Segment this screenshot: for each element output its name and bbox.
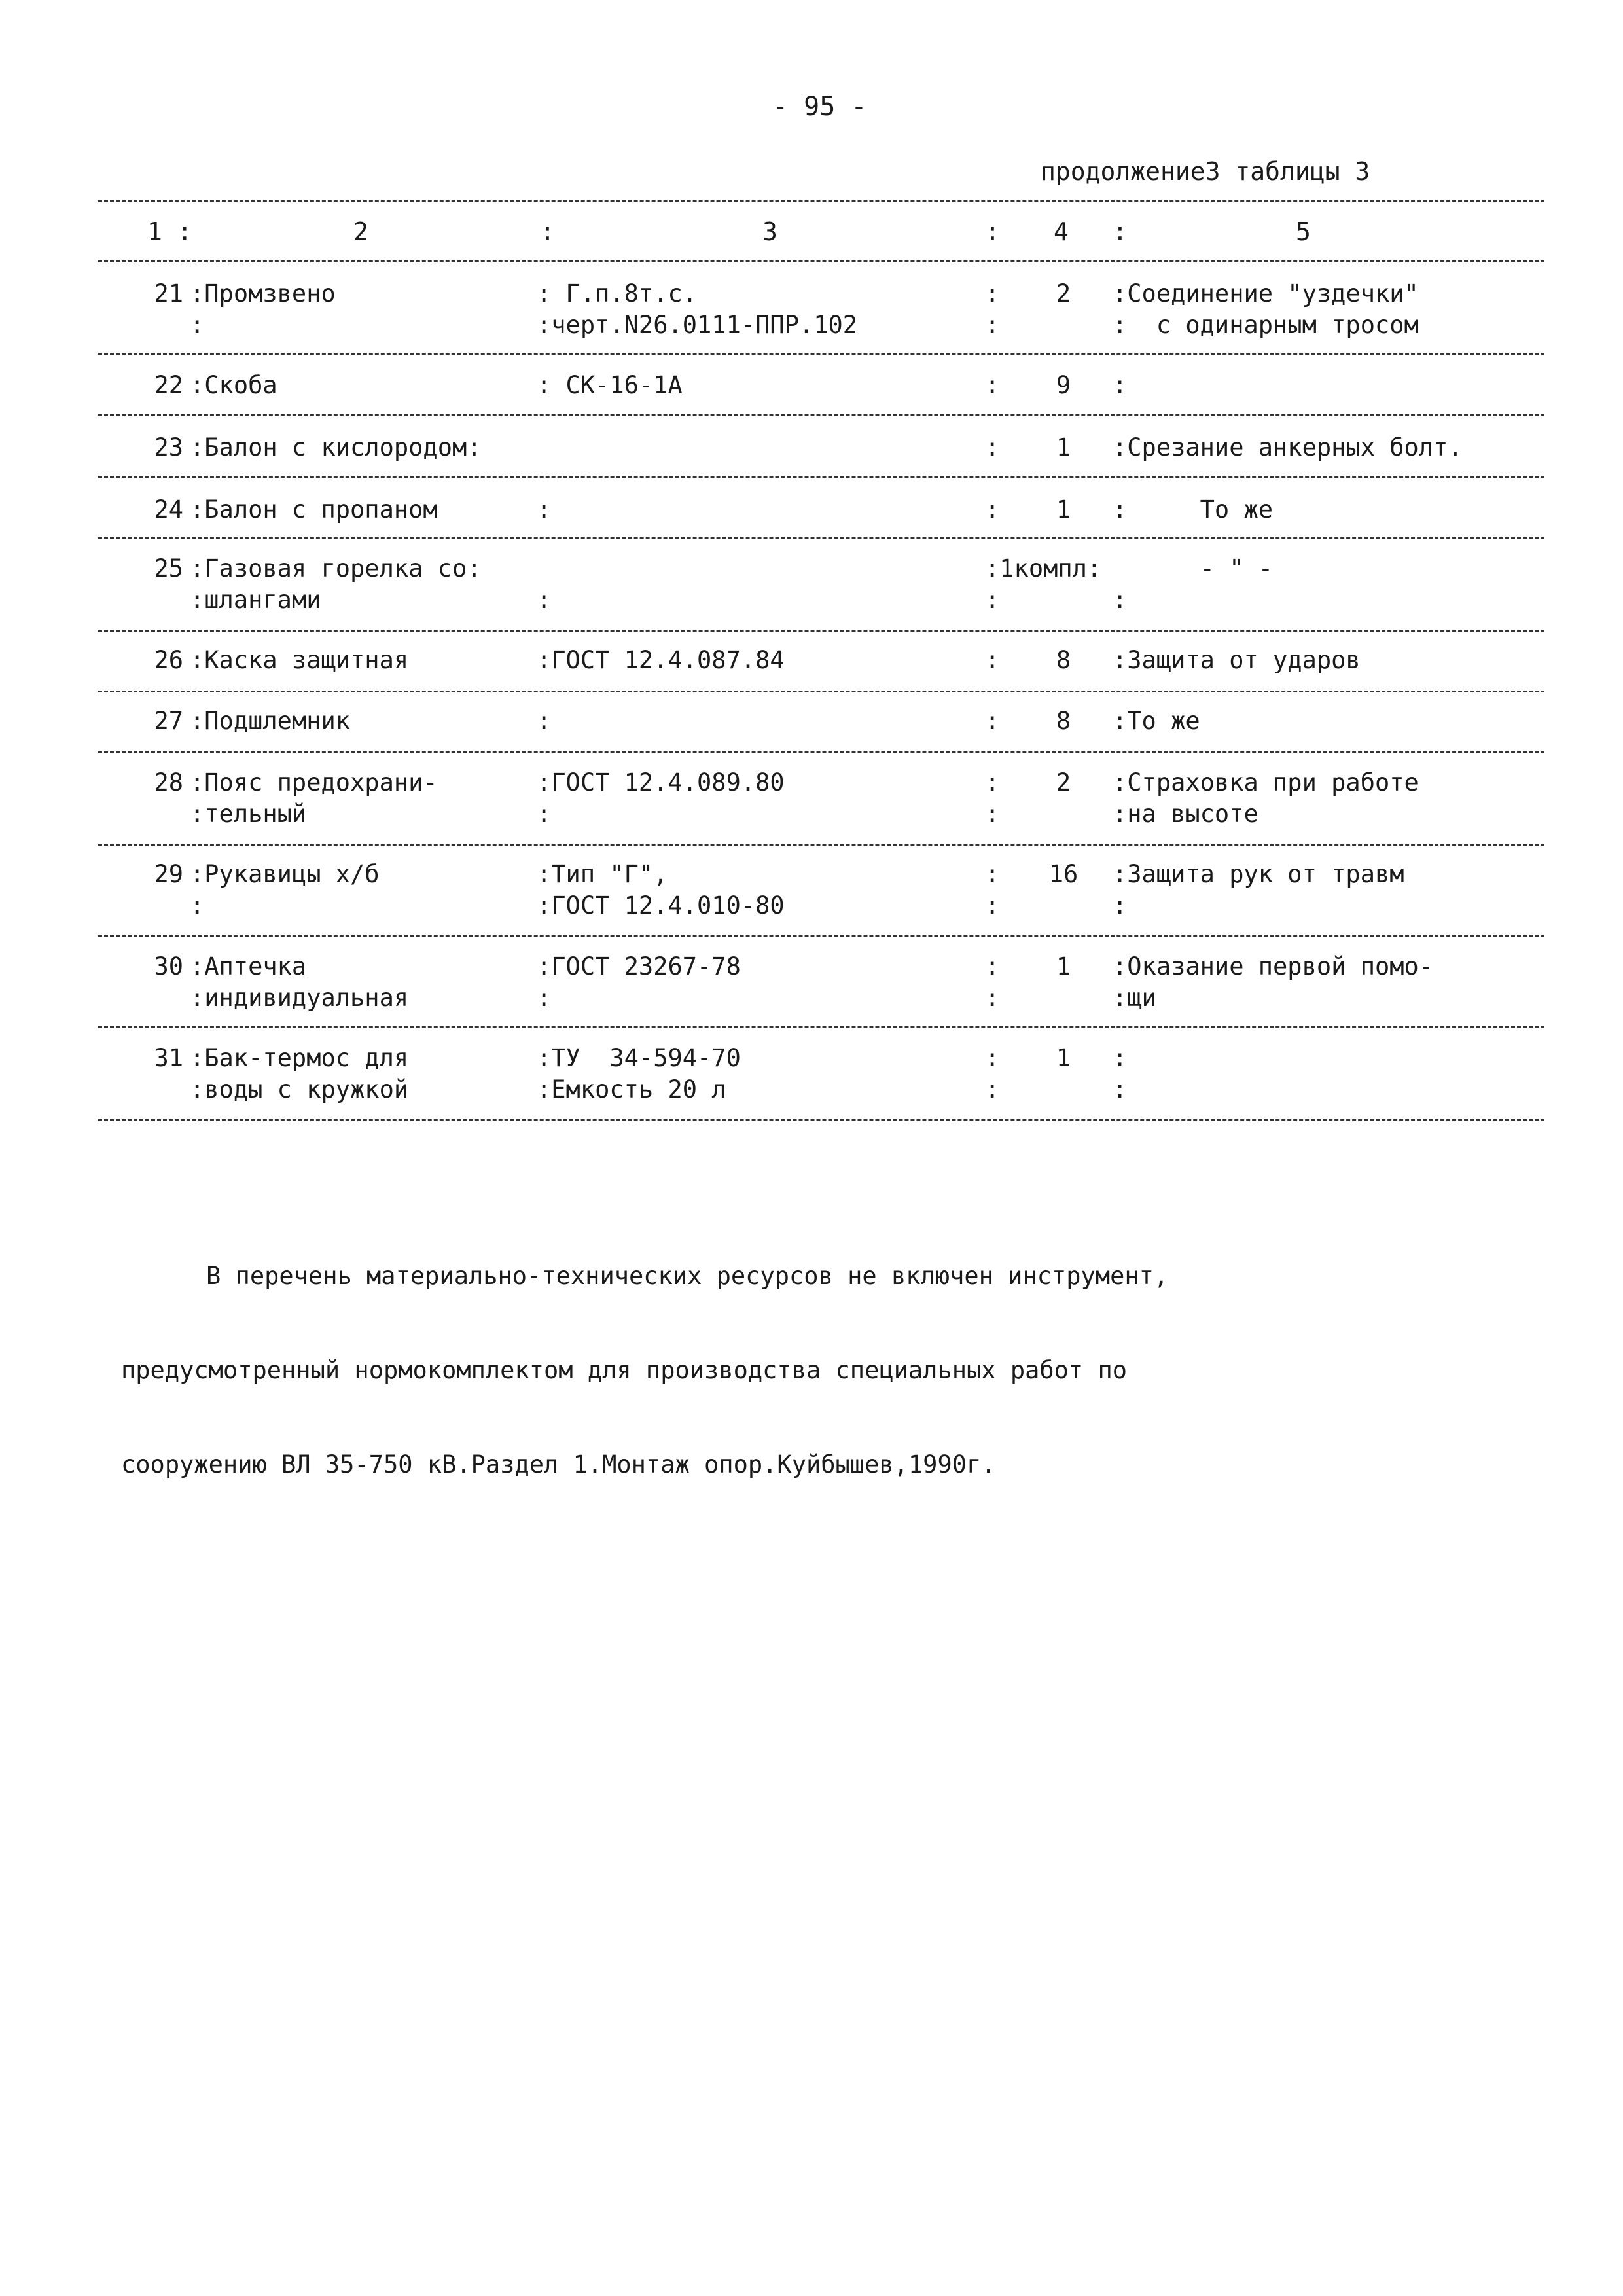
row-number: 28 <box>154 768 183 797</box>
row-note: :Соединение "уздечки" <box>1113 279 1419 308</box>
row-quantity: 1 <box>1056 1044 1071 1072</box>
row-sep: : <box>985 586 1000 614</box>
row-name: :Бак-термос для <box>190 1044 409 1072</box>
header-col4: 4 <box>1054 217 1069 246</box>
row-spec: : <box>537 984 552 1012</box>
row-number: 21 <box>154 279 183 308</box>
header-col2: 2 <box>353 217 368 246</box>
row-number: 25 <box>154 554 183 583</box>
row-spec: : <box>537 586 552 614</box>
header-col1: 1 : <box>147 217 192 246</box>
table-rule <box>98 1026 1544 1028</box>
row-name: :тельный <box>190 800 307 828</box>
row-number: 23 <box>154 433 183 461</box>
row-sep: : <box>985 891 1000 920</box>
row-note: : То же <box>1113 495 1274 524</box>
row-sep: : <box>985 952 1000 980</box>
row-note: : <box>1113 891 1128 920</box>
table-rule <box>98 200 1544 202</box>
table-rule <box>98 751 1544 753</box>
row-note: : <box>1113 1044 1128 1072</box>
row-spec: :черт.N26.0111-ППР.102 <box>537 311 858 339</box>
row-sep: : <box>985 311 1000 339</box>
row-name: :Пояс предохрани- <box>190 768 438 797</box>
row-note: : <box>1113 371 1128 399</box>
table-rule <box>98 353 1544 355</box>
table-rule <box>98 691 1544 692</box>
row-spec: :Емкость 20 л <box>537 1075 726 1103</box>
table-continuation-caption: продолжение3 таблицы 3 <box>1041 157 1370 186</box>
row-quantity: 1 <box>1056 495 1071 524</box>
row-number: 30 <box>154 952 183 980</box>
row-spec: :ГОСТ 12.4.087.84 <box>537 646 785 674</box>
row-name: :Каска защитная <box>190 646 409 674</box>
row-note: - " - <box>1113 554 1274 583</box>
row-sep: : <box>985 768 1000 797</box>
header-col5: 5 <box>1296 217 1311 246</box>
table-rule <box>98 844 1544 846</box>
row-number: 27 <box>154 707 183 735</box>
header-col2-sep: : <box>540 217 555 246</box>
row-number: 26 <box>154 646 183 674</box>
row-name: :Рукавицы х/б <box>190 860 380 888</box>
row-sep: : <box>985 371 1000 399</box>
table-rule <box>98 537 1544 539</box>
row-sep: : <box>985 495 1000 524</box>
row-quantity: 8 <box>1056 646 1071 674</box>
header-col3-sep: : <box>985 217 1000 246</box>
row-number: 24 <box>154 495 183 524</box>
table-rule <box>98 630 1544 632</box>
row-name: :индивидуальная <box>190 984 409 1012</box>
row-note: :Страховка при работе <box>1113 768 1419 797</box>
row-sep: : <box>985 646 1000 674</box>
row-name: :шлангами <box>190 586 321 614</box>
row-name: : <box>190 311 205 339</box>
row-number: 29 <box>154 860 183 888</box>
row-note: : <box>1113 1075 1128 1103</box>
row-sep: : <box>985 279 1000 308</box>
page-number: - 95 - <box>772 92 867 122</box>
header-col4-sep: : <box>1113 217 1128 246</box>
footnote-line: В перечень материально-технических ресурсов не включен инструмент, <box>206 1262 1169 1290</box>
footnote-line: предусмотренный нормокомплектом для производства специальных работ по <box>121 1356 1128 1384</box>
row-quantity: 1 <box>1056 952 1071 980</box>
table-rule <box>98 935 1544 937</box>
row-sep: : <box>985 433 1000 461</box>
row-quantity: 2 <box>1056 768 1071 797</box>
row-note: : <box>1113 586 1128 614</box>
row-name: :Балон с пропаном <box>190 495 438 524</box>
row-spec: :ГОСТ 12.4.089.80 <box>537 768 785 797</box>
row-spec: : СК-16-1А <box>537 371 683 399</box>
row-spec: : <box>537 800 552 828</box>
row-sep: : <box>985 860 1000 888</box>
row-sep: : <box>985 707 1000 735</box>
row-sep: : <box>985 1075 1000 1103</box>
row-note: :То же <box>1113 707 1200 735</box>
row-name: :Промзвено <box>190 279 336 308</box>
row-note: :Защита рук от травм <box>1113 860 1404 888</box>
row-name: :Подшлемник <box>190 707 351 735</box>
table-rule <box>98 260 1544 262</box>
table-rule <box>98 476 1544 478</box>
row-sep: : <box>985 800 1000 828</box>
row-sep: :1компл: <box>985 554 1102 583</box>
footnote-line: сооружению ВЛ 35-750 кВ.Раздел 1.Монтаж опор.Куйбышев,1990г. <box>121 1450 996 1479</box>
row-number: 31 <box>154 1044 183 1072</box>
row-note: :щи <box>1113 984 1156 1012</box>
row-name: : <box>190 891 205 920</box>
row-spec: :ГОСТ 12.4.010-80 <box>537 891 785 920</box>
row-note: :Оказание первой помо- <box>1113 952 1434 980</box>
row-spec: : <box>537 495 552 524</box>
row-name: :Аптечка <box>190 952 307 980</box>
row-note: : с одинарным тросом <box>1113 311 1419 339</box>
row-spec: : Г.п.8т.с. <box>537 279 698 308</box>
footnote-paragraph <box>121 1198 1515 1512</box>
row-spec: :ГОСТ 23267-78 <box>537 952 741 980</box>
row-spec: :Тип "Г", <box>537 860 668 888</box>
row-quantity: 2 <box>1056 279 1071 308</box>
table-rule <box>98 1119 1544 1121</box>
row-spec: :ТУ 34-594-70 <box>537 1044 741 1072</box>
row-quantity: 1 <box>1056 433 1071 461</box>
row-name: :Балон с кислородом: <box>190 433 482 461</box>
table-rule <box>98 414 1544 416</box>
row-quantity: 9 <box>1056 371 1071 399</box>
row-sep: : <box>985 984 1000 1012</box>
row-quantity: 8 <box>1056 707 1071 735</box>
row-note: :Защита от ударов <box>1113 646 1361 674</box>
row-number: 22 <box>154 371 183 399</box>
row-name: :Скоба <box>190 371 277 399</box>
row-quantity: 16 <box>1048 860 1079 888</box>
row-name: :Газовая горелка со: <box>190 554 482 583</box>
row-spec: : <box>537 707 552 735</box>
header-col3: 3 <box>762 217 777 246</box>
row-name: :воды с кружкой <box>190 1075 409 1103</box>
row-note: :на высоте <box>1113 800 1258 828</box>
row-sep: : <box>985 1044 1000 1072</box>
row-note: :Срезание анкерных болт. <box>1113 433 1463 461</box>
